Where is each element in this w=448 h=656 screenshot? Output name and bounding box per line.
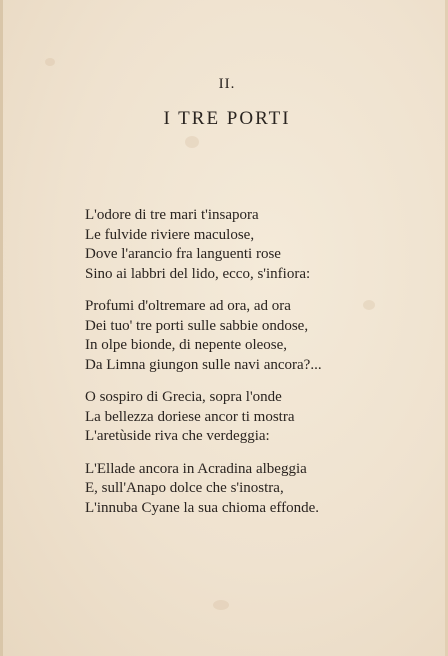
verse-line: Da Limna giungon sulle navi ancora?... xyxy=(85,356,322,373)
section-number: II. xyxy=(218,76,236,92)
verse-line: Le fulvide riviere maculose, xyxy=(85,226,255,243)
verse-line: L'odore di tre mari t'insapora xyxy=(85,207,259,223)
paper-stain xyxy=(185,136,199,148)
verse-line: Sino ai labbri del lido, ecco, s'infiora: xyxy=(85,265,311,282)
stanza xyxy=(85,297,425,375)
paper-stain xyxy=(213,600,229,610)
stanza xyxy=(85,388,425,447)
verse-line: La bellezza doriese ancor ti mostra xyxy=(85,408,295,425)
verse-line: O sospiro di Grecia, sopra l'onde xyxy=(85,389,282,405)
verse-line: L'aretùside riva che verdeggia: xyxy=(85,428,270,444)
stanza xyxy=(85,206,425,284)
poem-body xyxy=(85,206,425,531)
verse-line: L'Ellade ancora in Acradina albeggia xyxy=(85,460,307,477)
verse-line: Profumi d'oltremare ad ora, ad ora xyxy=(85,298,291,314)
verse-line: Dei tuo' tre porti sulle sabbie ondose, xyxy=(85,317,309,334)
verse-line: E, sull'Anapo dolce che s'inostra, xyxy=(85,480,284,496)
poem-title: I TRE PORTI xyxy=(163,108,291,129)
verse-line: L'innuba Cyane la sua chioma effonde. xyxy=(85,499,320,516)
stanza xyxy=(85,460,425,519)
paper-stain xyxy=(45,58,55,66)
verse-line: Dove l'arancio fra languenti rose xyxy=(85,246,281,262)
verse-line: In olpe bionde, di nepente oleose, xyxy=(85,337,288,353)
